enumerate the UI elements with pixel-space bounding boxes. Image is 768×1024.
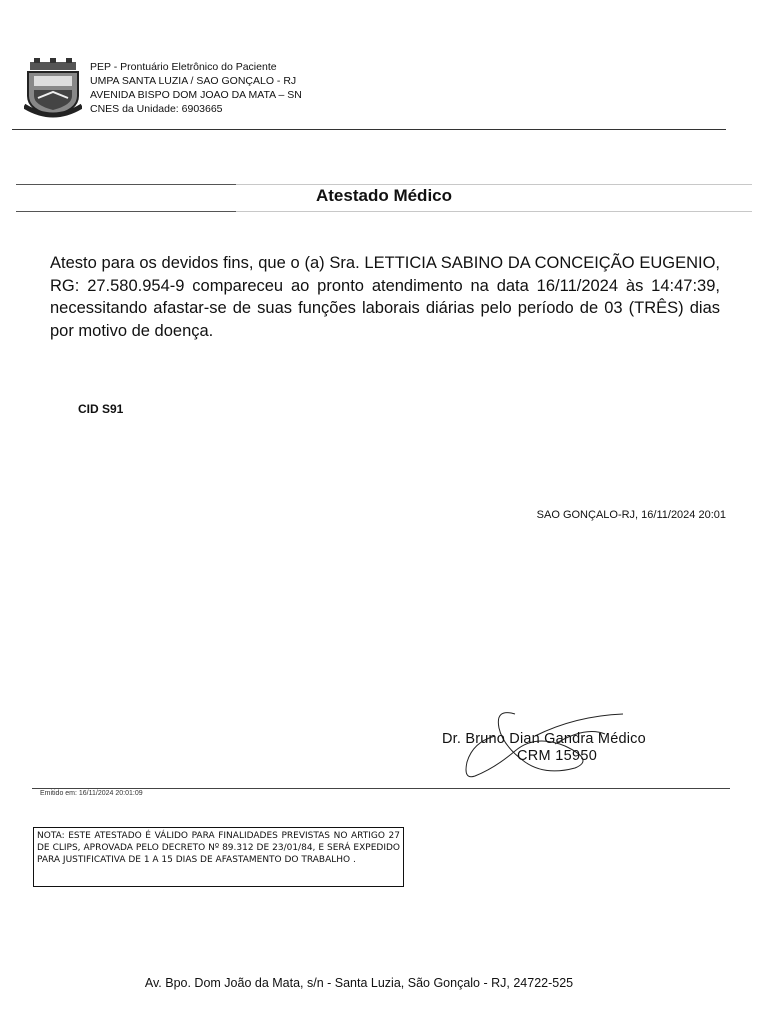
municipal-coat-of-arms-icon bbox=[24, 58, 82, 120]
header-divider bbox=[12, 129, 726, 130]
footer-address: Av. Bpo. Dom João da Mata, s/n - Santa Luzia, São Gonçalo - RJ, 24722-525 bbox=[144, 976, 574, 990]
certificate-body: Atesto para os devidos fins, que o (a) Sra. LETTICIA SABINO DA CONCEIÇÃO EUGENIO, RG: 27.580.954-9 compareceu ao pronto atendimento na data 16/11/2024 às 14:47:39, necessitando afastar-se de suas funções laborais diárias pelo período de 03 (TRÊS) dias por motivo de doença. bbox=[50, 254, 720, 340]
title-band-bottom-accent bbox=[16, 211, 236, 212]
header-line: UMPA SANTA LUZIA / SAO GONÇALO - RJ bbox=[90, 75, 297, 87]
document-title: Atestado Médico bbox=[315, 186, 453, 205]
doctor-name: Dr. Bruno Dian Gandra Médico bbox=[442, 731, 646, 747]
title-band-top-accent bbox=[16, 184, 236, 185]
header-line: PEP - Prontuário Eletrônico do Paciente bbox=[90, 61, 277, 73]
header-info bbox=[90, 60, 302, 116]
place-and-date: SAO GONÇALO-RJ, 16/11/2024 20:01 bbox=[536, 509, 726, 521]
doctor-crm: CRM 15950 bbox=[517, 748, 598, 764]
signature-scribble-icon bbox=[455, 706, 645, 788]
emission-divider bbox=[32, 788, 730, 789]
legal-note-box: NOTA: ESTE ATESTADO É VÁLIDO PARA FINALIDADES PREVISTAS NO ARTIGO 27 DE CLIPS, APROVADA PELO DECRETO Nº 89.312 DE 23/01/84, E SERÁ EXPEDIDO PARA JUSTIFICATIVA DE 1 A 15 DIAS DE AFASTAMENTO DO TRABALHO . bbox=[33, 827, 404, 887]
header-line: AVENIDA BISPO DOM JOAO DA MATA – SN bbox=[90, 89, 302, 101]
cid-code: CID S91 bbox=[78, 402, 124, 416]
header-line: CNES da Unidade: 6903665 bbox=[90, 103, 223, 115]
emission-timestamp: Emitido em: 16/11/2024 20:01:09 bbox=[40, 790, 143, 797]
